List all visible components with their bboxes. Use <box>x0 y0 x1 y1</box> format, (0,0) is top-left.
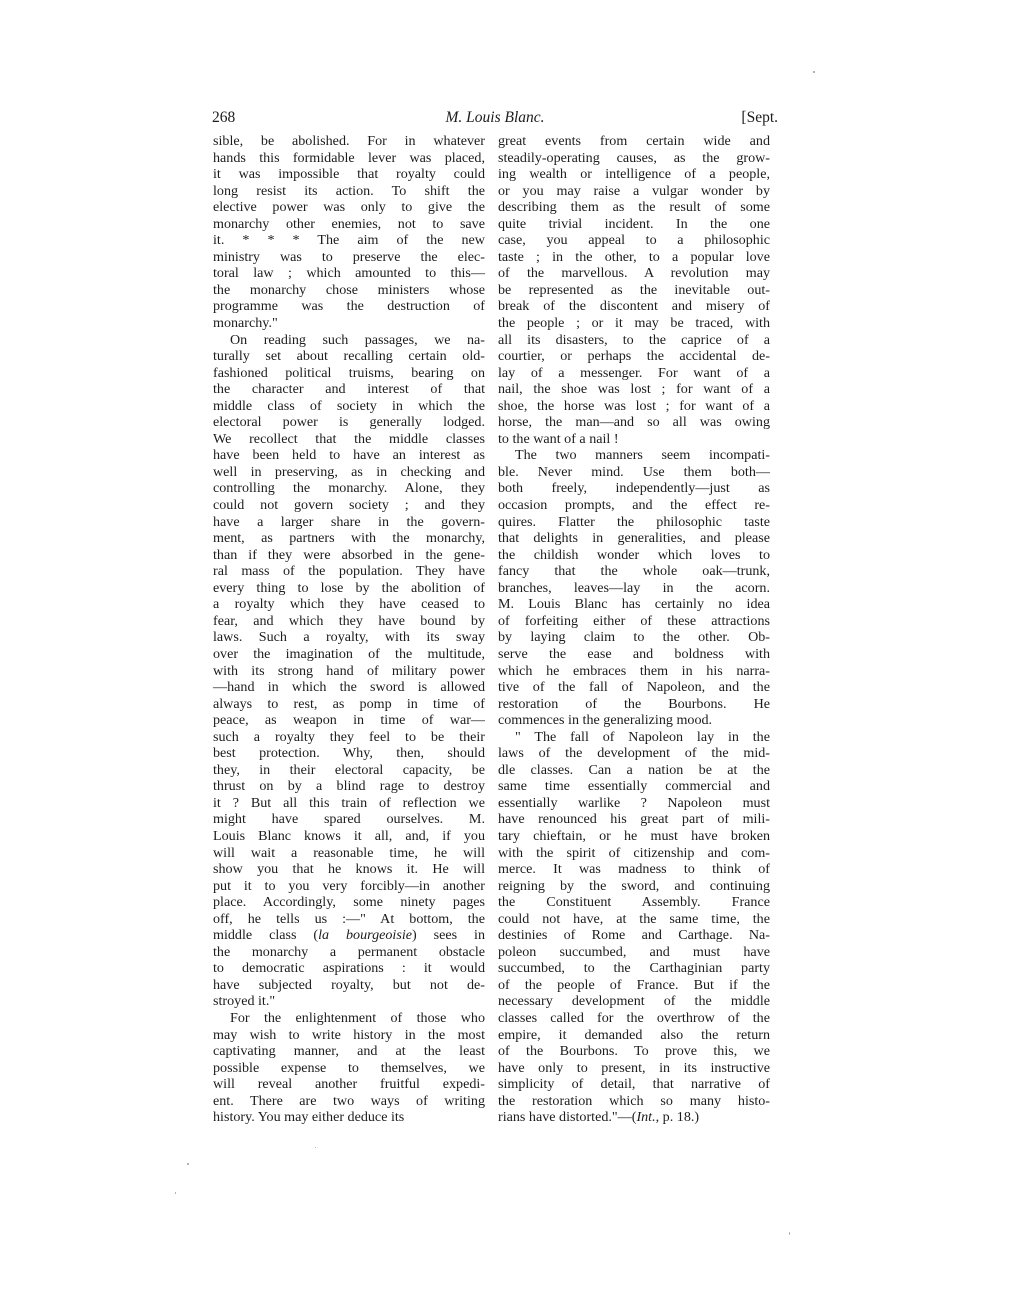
text-line: than if they were absorbed in the gene- <box>213 546 485 563</box>
left-column <box>213 133 485 1126</box>
text-line: occasion prompts, and the effect re- <box>498 497 770 514</box>
running-month: [Sept. <box>741 109 778 126</box>
text-line: commences in the generalizing mood. <box>498 712 713 729</box>
text-line: might have spared ourselves. M. <box>213 811 485 828</box>
text-line: fancy that the whole oak—trunk, <box>498 563 770 580</box>
text-line: both freely, independently—just as <box>498 480 770 497</box>
text-line: ent. There are two ways of writing <box>213 1092 485 1109</box>
text-line: it. * * * The aim of the new <box>213 232 485 249</box>
text-line: captivating manner, and at the least <box>213 1043 485 1060</box>
text-line: the monarchy chose ministers whose <box>213 281 485 298</box>
text-line: hands this formidable lever was placed, <box>213 149 485 166</box>
text-line: to the want of a nail ! <box>498 430 619 447</box>
text-line: the Constituent Assembly. France <box>498 894 770 911</box>
page-number: 268 <box>212 109 236 126</box>
text-line: be represented as the inevitable out- <box>498 281 770 298</box>
text-line: empire, it demanded also the return <box>498 1026 770 1043</box>
text-line: great events from certain wide and <box>498 133 770 149</box>
text-line: have renounced his great part of mili- <box>498 811 770 828</box>
text-line: place. Accordingly, some ninety pages <box>213 894 485 911</box>
text-line: laws of the development of the mid- <box>498 745 770 762</box>
text-line: tary chieftain, or he must have broken <box>498 827 770 844</box>
text-line: with the spirit of citizenship and com- <box>498 844 770 861</box>
text-line: ment, as partners with the monarchy, <box>213 530 485 547</box>
text-line: ral mass of the population. They have <box>213 563 485 580</box>
text-line: such a royalty they feel to be their <box>213 728 485 745</box>
text-line: of the people of France. But if the <box>498 976 770 993</box>
right-column <box>498 133 770 1126</box>
scan-speck <box>813 71 815 73</box>
text-line: sible, be abolished. For in whatever <box>213 133 485 149</box>
text-line: tive of the fall of Napoleon, and the <box>498 679 770 696</box>
scan-speck <box>187 1163 189 1165</box>
text-line: over the imagination of the multitude, <box>213 645 485 662</box>
text-line: may wish to write history in the most <box>213 1026 485 1043</box>
text-line: same time essentially commercial and <box>498 778 770 795</box>
italic-phrase: la bourgeoisie <box>318 927 413 944</box>
text-line: rians have distorted."—(Int., p. 18.) <box>498 1109 700 1126</box>
text-line: fashioned political truisms, bearing on <box>213 364 485 381</box>
text-line: fear, and which they have bound by <box>213 612 485 629</box>
text-line: essentially warlike ? Napoleon must <box>498 794 770 811</box>
text-line: destinies of Rome and Carthage. Na- <box>498 927 770 944</box>
text-line: stroyed it." <box>213 993 276 1010</box>
text-line: steadily-operating causes, as the grow- <box>498 149 770 166</box>
text-line: it was impossible that royalty could <box>213 166 485 183</box>
text-line: lay of a messenger. For want of a <box>498 364 770 381</box>
text-line: the monarchy a permanent obstacle <box>213 943 485 960</box>
text-line: history. You may either deduce its <box>213 1109 405 1126</box>
text-line: break of the discontent and misery of <box>498 298 770 315</box>
text-line: restoration of the Bourbons. He <box>498 695 770 712</box>
text-line: poleon succumbed, and must have <box>498 943 770 960</box>
text-line: shoe, the horse was lost ; for want of a <box>498 397 770 414</box>
text-line: ble. Never mind. Use them both— <box>498 463 770 480</box>
text-line: nail, the shoe was lost ; for want of a <box>498 381 770 398</box>
text-line: possible expense to themselves, we <box>213 1059 485 1076</box>
text-line: monarchy." <box>213 315 278 332</box>
text-line: simplicity of detail, that narrative of <box>498 1076 770 1093</box>
text-line: have been held to have an interest as <box>213 447 485 464</box>
text-line: or you may raise a vulgar wonder by <box>498 182 770 199</box>
text-line: have subjected royalty, but not de- <box>213 976 485 993</box>
text-line: they, in their electoral capacity, be <box>213 761 485 778</box>
text-line: quires. Flatter the philosophic taste <box>498 513 770 530</box>
text-line: have a larger share in the govern- <box>213 513 485 530</box>
text-line: courtier, or perhaps the accidental de- <box>498 348 770 365</box>
text-line: classes called for the overthrow of the <box>498 1009 770 1026</box>
text-line: necessary development of the middle <box>498 993 770 1010</box>
scan-speck <box>789 1232 790 1235</box>
text-line: —hand in which the sword is allowed <box>213 679 485 696</box>
text-line: horse, the man—and so all was owing <box>498 414 770 431</box>
text-line: will wait a reasonable time, he will <box>213 844 485 861</box>
text-line: off, he tells us :—" At bottom, the <box>213 910 485 927</box>
text-line: elective power was only to give the <box>213 199 485 216</box>
text-line: the people ; or it may be traced, with <box>498 315 770 332</box>
text-line: ministry was to preserve the elec- <box>213 248 485 265</box>
text-line: show you that he knows it. He will <box>213 861 485 878</box>
text-line: serve the ease and boldness with <box>498 645 770 662</box>
text-line: programme was the destruction of <box>213 298 485 315</box>
text-line: have only to present, in its instructive <box>498 1059 770 1076</box>
text-line: which he embraces them in his narra- <box>498 662 770 679</box>
scan-speck <box>175 1192 176 1194</box>
text-line: all its disasters, to the caprice of a <box>498 331 770 348</box>
text-line: ing wealth or intelligence of a people, <box>498 166 770 183</box>
text-line: of forfeiting either of these attractions <box>498 612 770 629</box>
text-line: could not govern society ; and they <box>213 497 485 514</box>
text-line: put it to you very forcibly—in another <box>213 877 485 894</box>
text-line: to democratic aspirations : it would <box>213 960 485 977</box>
running-title: M. Louis Blanc. <box>445 109 545 126</box>
text-line: middle class of society in which the <box>213 397 485 414</box>
text-line: the childish wonder which loves to <box>498 546 770 563</box>
scan-speck <box>315 1147 316 1148</box>
text-line: thrust on by a blind rage to destroy <box>213 778 485 795</box>
text-line: well in preserving, as in checking and <box>213 463 485 480</box>
text-line: We recollect that the middle classes <box>213 430 485 447</box>
text-line: describing them as the result of some <box>498 199 770 216</box>
text-line: of the marvellous. A revolution may <box>498 265 770 282</box>
text-line: a royalty which they have ceased to <box>213 596 485 613</box>
text-line: quite trivial incident. In the one <box>498 215 770 232</box>
text-line: the character and interest of that <box>213 381 485 398</box>
text-line: Louis Blanc knows it all, and, if you <box>213 827 485 844</box>
text-line: could not have, at the same time, the <box>498 910 770 927</box>
text-line: case, you appeal to a philosophic <box>498 232 770 249</box>
text-line: long resist its action. To shift the <box>213 182 485 199</box>
text-line: monarchy other enemies, not to save <box>213 215 485 232</box>
running-header <box>212 107 778 129</box>
text-line: dle classes. Can a nation be at the <box>498 761 770 778</box>
text-line: of the Bourbons. To prove this, we <box>498 1043 770 1060</box>
text-line: The two manners seem incompati- <box>515 447 770 464</box>
text-line: middle class (la bourgeoisie) sees in <box>213 927 486 944</box>
text-line: will reveal another fruitful expedi- <box>213 1076 485 1093</box>
text-line: laws. Such a royalty, with its sway <box>213 629 485 646</box>
text-line: reigning by the sword, and continuing <box>498 877 770 894</box>
text-line: M. Louis Blanc has certainly no idea <box>498 596 770 613</box>
text-line: electoral power is generally lodged. <box>213 414 485 431</box>
text-line: controlling the monarchy. Alone, they <box>213 480 485 497</box>
text-line: taste ; in the other, to a popular love <box>498 248 770 265</box>
text-line: every thing to lose by the abolition of <box>213 579 485 596</box>
text-line: For the enlightenment of those who <box>230 1009 485 1026</box>
text-line: turally set about recalling certain old- <box>213 348 485 365</box>
text-line: with its strong hand of military power <box>213 662 485 679</box>
text-line: branches, leaves—lay in the acorn. <box>498 579 770 596</box>
text-line: peace, as weapon in time of war— <box>213 712 485 729</box>
text-line: succumbed, to the Carthaginian party <box>498 960 770 977</box>
text-line: toral law ; which amounted to this— <box>213 265 485 282</box>
text-line: merce. It was madness to think of <box>498 861 770 878</box>
text-line: " The fall of Napoleon lay in the <box>515 728 770 745</box>
text-line: always to rest, as pomp in time of <box>213 695 485 712</box>
text-line: best protection. Why, then, should <box>213 745 485 762</box>
italic-citation: Int. <box>636 1109 656 1126</box>
text-line: On reading such passages, we na- <box>230 331 485 348</box>
text-line: it ? But all this train of reflection we <box>213 794 485 811</box>
text-line: the restoration which so many histo- <box>498 1092 770 1109</box>
text-line: that delights in generalities, and please <box>498 530 770 547</box>
text-line: by laying claim to the other. Ob- <box>498 629 770 646</box>
